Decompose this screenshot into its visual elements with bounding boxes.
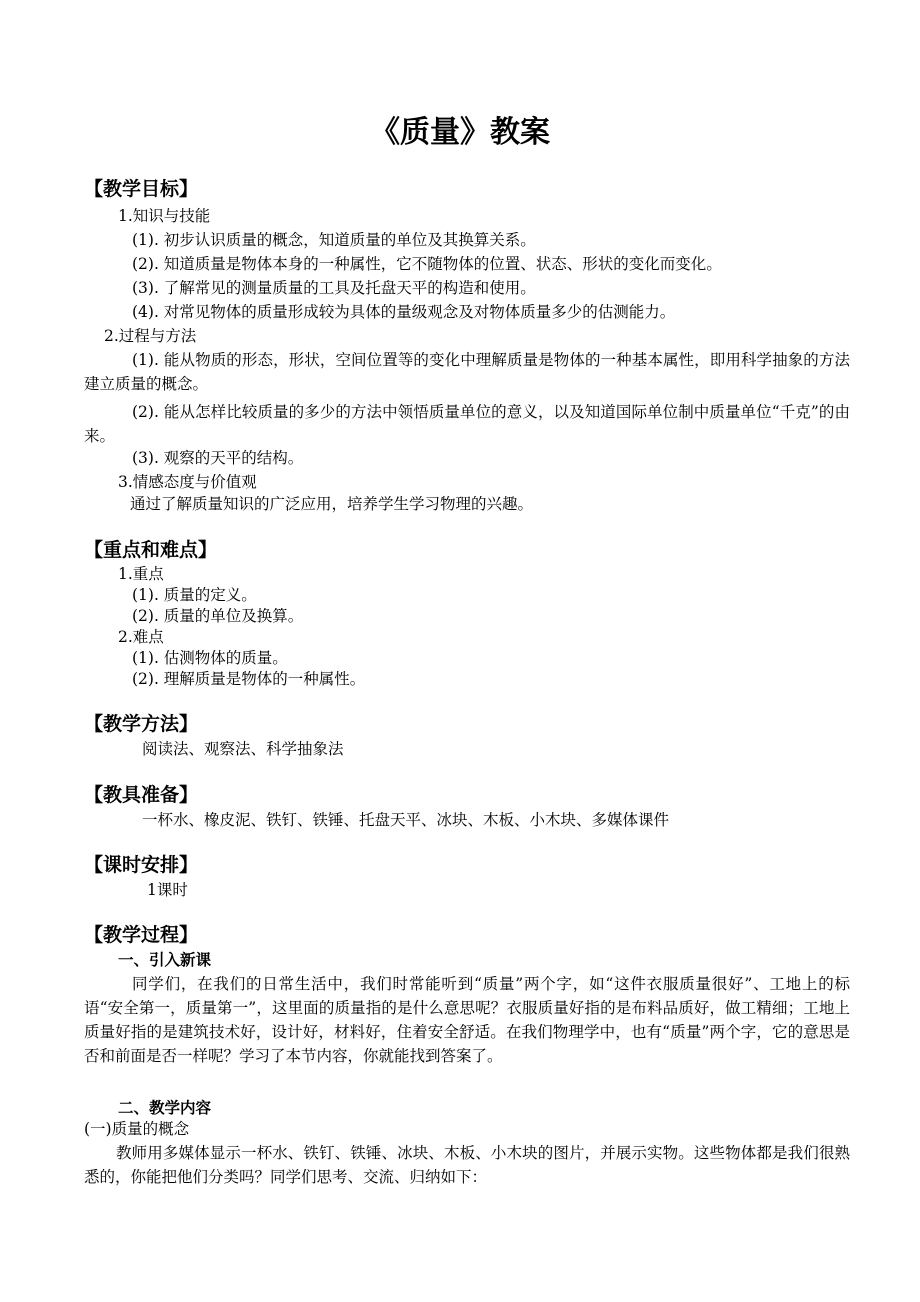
list-item: (1). 估测物体的质量。 [132, 649, 288, 667]
subheading-content: 二、教学内容 [118, 1098, 212, 1117]
subheading-intro: 一、引入新课 [118, 950, 212, 969]
paragraph: 通过了解质量知识的广泛应用，培养学生学习物理的兴趣。 [130, 495, 534, 513]
subheading-attitude: 3.情感态度与价值观 [118, 473, 257, 491]
heading-tools: 【教具准备】 [84, 784, 199, 806]
subheading-key: 1.重点 [118, 565, 164, 583]
list-item: (2). 质量的单位及换算。 [132, 607, 304, 625]
list-item: (1). 能从物质的形态，形状，空间位置等的变化中理解质量是物体的一种基本属性，即用科学抽象的方法建立质量的概念。 [84, 351, 850, 393]
list-item: (4). 对常见物体的质量形成较为具体的量级观念及对物体质量多少的估测能力。 [132, 303, 676, 321]
subheading-difficulty: 2.难点 [118, 628, 164, 646]
subheading-knowledge: 1.知识与技能 [118, 207, 211, 225]
list-item: (3). 了解常见的测量质量的工具及托盘天平的构造和使用。 [132, 279, 536, 297]
heading-key-points: 【重点和难点】 [84, 539, 218, 561]
subheading-concept: (一)质量的概念 [84, 1120, 190, 1138]
heading-schedule: 【课时安排】 [84, 854, 199, 876]
list-item: (2). 能从怎样比较质量的多少的方法中领悟质量单位的意义，以及知道国际单位制中质量单位“千克”的由来。 [84, 403, 850, 445]
heading-process: 【教学过程】 [84, 924, 199, 946]
paragraph: 一杯水、橡皮泥、铁钉、铁锤、托盘天平、冰块、木板、小木块、多媒体课件 [142, 811, 670, 829]
document-title: 《质量》教案 [370, 115, 550, 150]
paragraph: 同学们，在我们的日常生活中，我们时常能听到“质量”两个字，如“这件衣服质量很好”、工地上的标语“安全第一，质量第一”，这里面的质量指的是什么意思呢？衣服质量好指的是布料品质好，做工精细；工地上质量好指的是建筑技术好，设计好，材料好，住着安全舒适。在我们物理学中，也有“质量”两个字，它的意思是否和前面是否一样呢？学习了本节内容，你就能找到答案了。 [84, 975, 850, 1065]
heading-objectives: 【教学目标】 [84, 178, 199, 200]
paragraph: 阅读法、观察法、科学抽象法 [142, 740, 344, 758]
list-item: (2). 理解质量是物体的一种属性。 [132, 670, 366, 688]
subheading-process: 2.过程与方法 [104, 327, 197, 345]
list-item: (3). 观察的天平的结构。 [132, 449, 304, 467]
heading-methods: 【教学方法】 [84, 713, 199, 735]
list-item: (1). 初步认识质量的概念，知道质量的单位及其换算关系。 [132, 231, 536, 249]
list-item: (1). 质量的定义。 [132, 586, 257, 604]
paragraph: 1课时 [147, 881, 188, 899]
paragraph: 教师用多媒体显示一杯水、铁钉、铁锤、冰块、木板、小木块的图片，并展示实物。这些物体都是我们很熟悉的，你能把他们分类吗？同学们思考、交流、归纳如下： [84, 1144, 850, 1186]
list-item: (2). 知道质量是物体本身的一种属性，它不随物体的位置、状态、形状的变化而变化。 [132, 255, 722, 273]
